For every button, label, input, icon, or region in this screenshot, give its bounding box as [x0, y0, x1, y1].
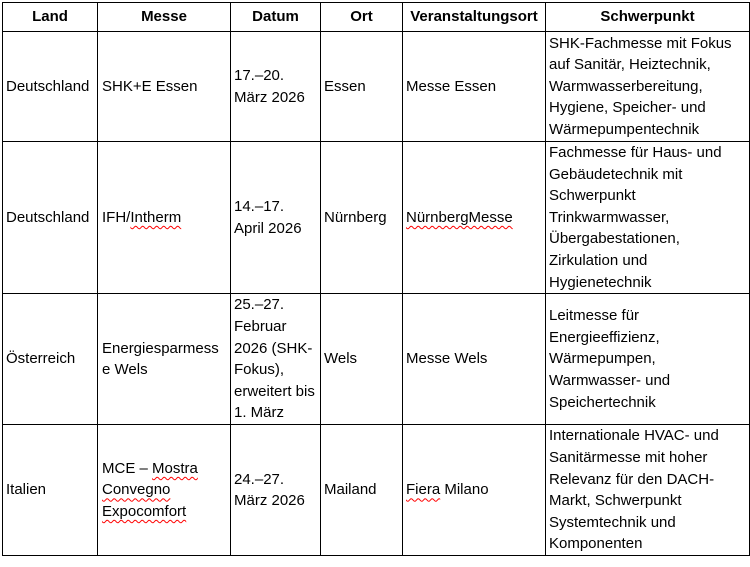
- header-datum: Datum: [231, 3, 321, 32]
- cell-veranstaltungsort: Messe Wels: [403, 294, 546, 425]
- cell-datum: 17.–20. März 2026: [231, 32, 321, 142]
- header-messe: Messe: [98, 3, 231, 32]
- header-veranstaltungsort: Veranstaltungsort: [403, 3, 546, 32]
- cell-ort: Wels: [321, 294, 403, 425]
- cell-ort: Nürnberg: [321, 142, 403, 294]
- cell-datum: 25.–27. Februar 2026 (SHK-Fokus), erweitert bis 1. März: [231, 294, 321, 425]
- cell-land: Italien: [3, 425, 98, 556]
- cell-messe: SHK+E Essen: [98, 32, 231, 142]
- cell-veranstaltungsort: [403, 425, 546, 556]
- table-row: [3, 32, 750, 142]
- messe-text-spellcheck: Expocomfort: [102, 502, 187, 520]
- cell-veranstaltungsort: [403, 142, 546, 294]
- cell-messe: [98, 425, 231, 556]
- table-row: [3, 425, 750, 556]
- cell-datum: 24.–27. März 2026: [231, 425, 321, 556]
- cell-ort: Mailand: [321, 425, 403, 556]
- messe-text-spellcheck: Mostra: [152, 459, 198, 477]
- cell-messe: [98, 142, 231, 294]
- cell-schwerpunkt: SHK-Fachmesse mit Fokus auf Sanitär, Heiztechnik, Warmwasserbereitung, Hygiene, Speicher- und Wärmepumpentechnik: [546, 32, 750, 142]
- veranstaltungsort-text-spellcheck: Fiera: [406, 481, 441, 499]
- cell-ort: Essen: [321, 32, 403, 142]
- messe-text-spellcheck: Intherm: [130, 208, 182, 226]
- cell-datum: 14.–17. April 2026: [231, 142, 321, 294]
- header-row: [3, 3, 750, 32]
- header-ort: Ort: [321, 3, 403, 32]
- header-land: Land: [3, 3, 98, 32]
- table-row: [3, 142, 750, 294]
- cell-land: Deutschland: [3, 32, 98, 142]
- veranstaltungsort-text: Milano: [440, 481, 489, 499]
- messe-text-spellcheck: Convegno: [102, 481, 171, 499]
- veranstaltungsort-text-spellcheck: NürnbergMesse: [406, 208, 513, 226]
- cell-schwerpunkt: Leitmesse für Energieeffizienz, Wärmepumpen, Warmwasser- und Speichertechnik: [546, 294, 750, 425]
- trade-fair-table: [2, 2, 750, 556]
- table-row: [3, 294, 750, 425]
- cell-schwerpunkt: Fachmesse für Haus- und Gebäudetechnik mit Schwerpunkt Trinkwarmwasser, Übergabestationen, Zirkulation und Hygienetechnik: [546, 142, 750, 294]
- header-schwerpunkt: Schwerpunkt: [546, 3, 750, 32]
- cell-veranstaltungsort: Messe Essen: [403, 32, 546, 142]
- messe-text: MCE –: [102, 459, 153, 477]
- cell-schwerpunkt: Internationale HVAC- und Sanitärmesse mit hoher Relevanz für den DACH-Markt, Schwerpunkt Systemtechnik und Komponenten: [546, 425, 750, 556]
- messe-text: IFH/: [102, 208, 131, 226]
- cell-land: Österreich: [3, 294, 98, 425]
- cell-land: Deutschland: [3, 142, 98, 294]
- cell-messe: Energiesparmesse Wels: [98, 294, 231, 425]
